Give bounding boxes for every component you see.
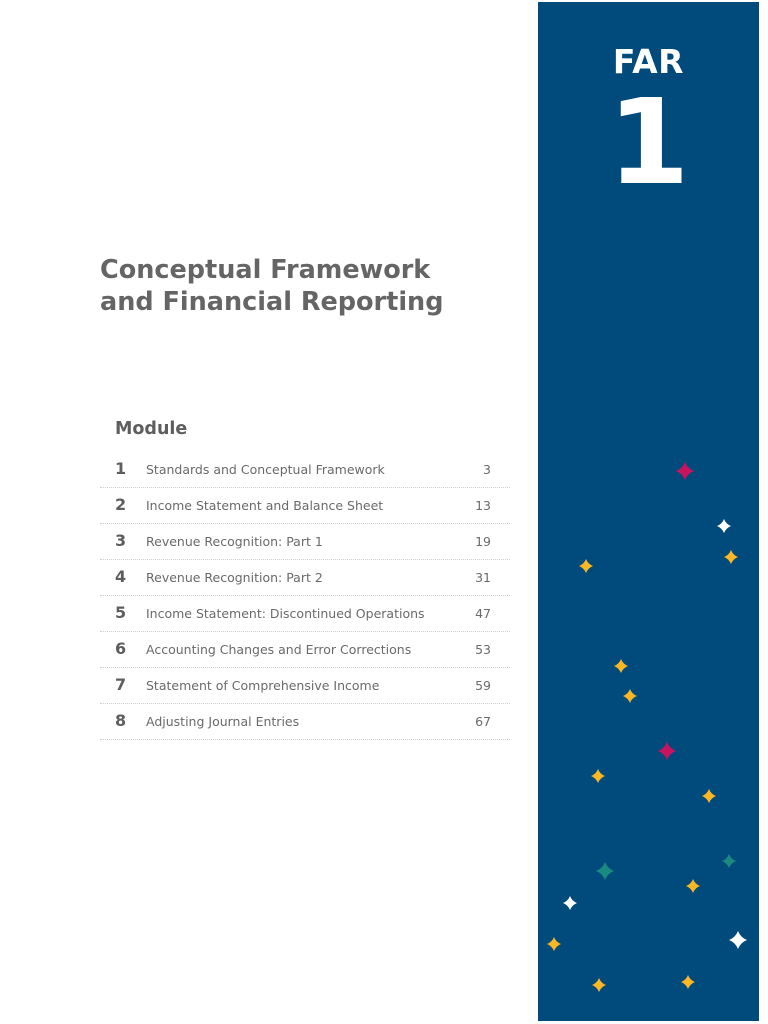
module-row[interactable] [100, 452, 510, 488]
module-page: 31 [475, 570, 491, 585]
module-row[interactable] [100, 704, 510, 740]
page-title-line-2: and Financial Reporting [100, 287, 444, 317]
sparkle-icon [717, 519, 731, 533]
module-list [100, 452, 510, 740]
decorative-sparkles [538, 2, 759, 1021]
sparkle-icon [681, 975, 695, 989]
module-title: Adjusting Journal Entries [146, 714, 300, 729]
sparkle-icon [547, 937, 561, 951]
sparkle-icon [729, 931, 747, 949]
sparkle-icon [722, 854, 736, 868]
page-title [100, 254, 520, 318]
module-row[interactable] [100, 668, 510, 704]
sparkle-icon [676, 462, 694, 480]
module-title: Statement of Comprehensive Income [146, 678, 380, 693]
sparkle-icon [591, 769, 605, 783]
module-title: Standards and Conceptual Framework [146, 462, 385, 477]
module-number: 3 [115, 531, 127, 550]
module-page: 19 [475, 534, 491, 549]
module-row[interactable] [100, 524, 510, 560]
sparkle-icon [596, 862, 614, 880]
module-row[interactable] [100, 560, 510, 596]
module-number: 1 [115, 459, 127, 478]
sparkle-icon [623, 689, 637, 703]
sparkle-icon [614, 659, 628, 673]
module-title: Accounting Changes and Error Corrections [146, 642, 412, 657]
module-row[interactable] [100, 596, 510, 632]
module-title: Income Statement: Discontinued Operations [146, 606, 425, 621]
module-number: 8 [115, 711, 127, 730]
module-number: 5 [115, 603, 127, 622]
page-title-line-1: Conceptual Framework [100, 255, 431, 285]
module-page: 67 [475, 714, 491, 729]
module-number: 7 [115, 675, 127, 694]
module-title: Revenue Recognition: Part 2 [146, 570, 323, 585]
module-number: 4 [115, 567, 127, 586]
sparkle-icon [563, 896, 577, 910]
sparkle-icon [702, 789, 716, 803]
module-page: 59 [475, 678, 491, 693]
module-title: Income Statement and Balance Sheet [146, 498, 384, 513]
module-page: 53 [475, 642, 491, 657]
module-number: 6 [115, 639, 127, 658]
sparkle-icon [686, 879, 700, 893]
sparkle-icon [592, 978, 606, 992]
module-page: 47 [475, 606, 491, 621]
sparkle-icon [658, 742, 676, 760]
module-heading: Module [115, 419, 188, 439]
sparkle-icon [579, 559, 593, 573]
module-title: Revenue Recognition: Part 1 [146, 534, 323, 549]
module-page: 13 [475, 498, 491, 513]
module-row[interactable] [100, 488, 510, 524]
section-code: FAR [612, 42, 685, 81]
section-side-panel [538, 2, 759, 1021]
module-number: 2 [115, 495, 127, 514]
module-page: 3 [483, 462, 491, 477]
section-number: 1 [607, 73, 690, 211]
module-row[interactable] [100, 632, 510, 668]
sparkle-icon [724, 550, 738, 564]
